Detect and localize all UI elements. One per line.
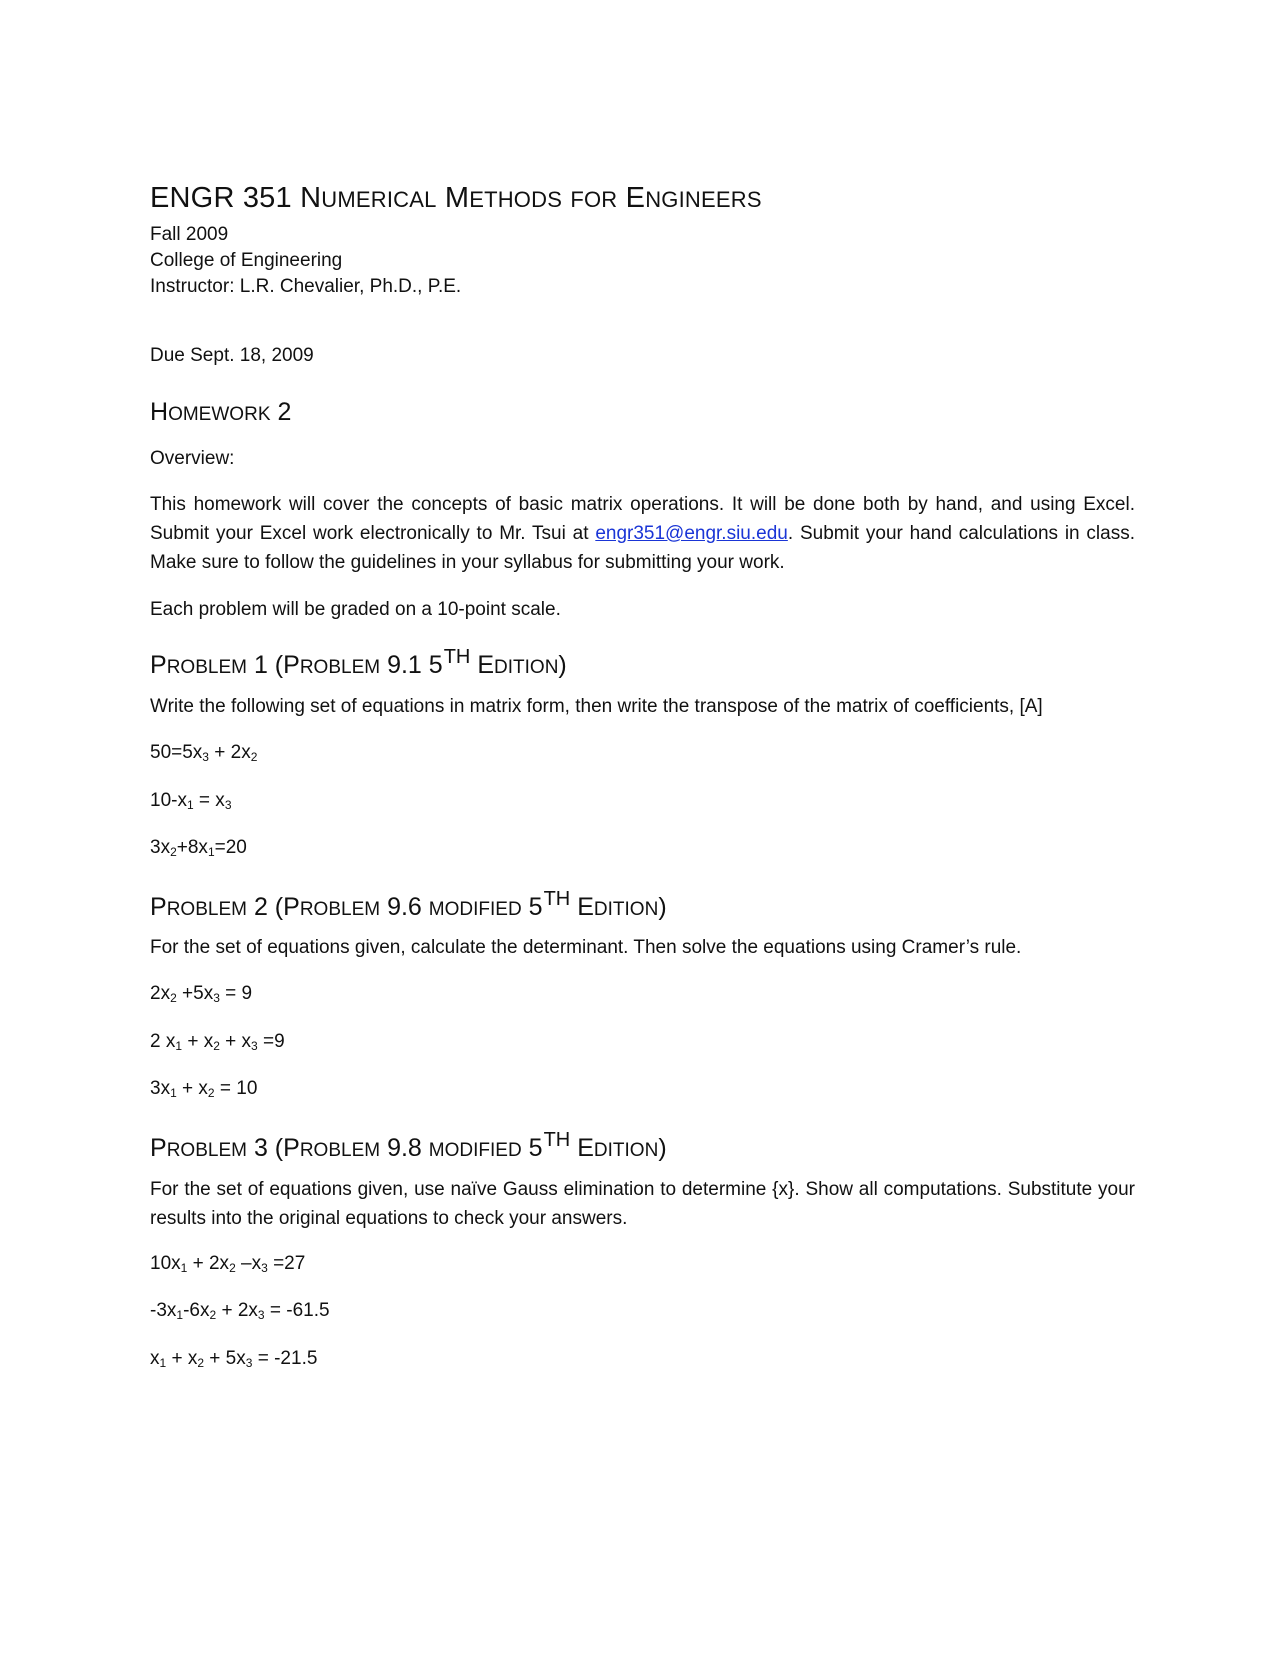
email-link[interactable]: engr351@engr.siu.edu — [595, 523, 788, 544]
problem-3-ordinal: TH — [543, 1129, 571, 1151]
problem-3-title: PROBLEM 3 (PROBLEM 9.8 MODIFIED 5 — [150, 1134, 543, 1162]
problem-1-instruction: Write the following set of equations in matrix form, then write the transpose of the matrix of coefficients, [A] — [150, 696, 1043, 717]
course-heading — [150, 182, 762, 215]
college-text: College of Engineering — [150, 250, 343, 271]
equation: $-3x_1-6x_2 + 2x_3 = -61.5$ — [150, 1300, 330, 1322]
equation: $50=5x_3 + 2x_2$ — [150, 742, 258, 764]
term-text: Fall 2009 — [150, 224, 229, 245]
overview-label: Overview: — [150, 448, 235, 469]
problem-1-title: PROBLEM 1 (PROBLEM 9.1 5 — [150, 651, 443, 679]
grading-note: Each problem will be graded on a 10-point scale. — [150, 599, 561, 620]
document-page — [150, 0, 1135, 1656]
due-date: Due Sept. 18, 2009 — [150, 345, 314, 366]
problem-1-ordinal: TH — [443, 646, 471, 668]
problem-2-instruction: For the set of equations given, calculate the determinant. Then solve the equations using Cramer’s rule. — [150, 937, 1022, 958]
course-code: ENGR 351 — [150, 182, 292, 214]
homework-title: HOMEWORK 2 — [150, 398, 292, 426]
problem-2-heading — [150, 888, 667, 922]
problem-3-heading — [150, 1129, 667, 1163]
problem-1-title-end: EDITION) — [477, 651, 567, 679]
course-title: NUMERICAL METHODS FOR ENGINEERS — [300, 182, 762, 214]
equation: 2 $x_1 + x_2 + x_3 =9$ — [150, 1031, 285, 1053]
overview-text-post: . Submit your hand calculations in class. Make sure to follow the guidelines in your syllabus for submitting your work. — [150, 523, 1135, 573]
equation: $2x_2 +5x_3 = 9$ — [150, 983, 253, 1005]
equation: $10x_1 + 2x_2$ $-x_3 =27$ — [150, 1253, 306, 1275]
problem-1-heading — [150, 646, 567, 680]
instructor-text: Instructor: L.R. Chevalier, Ph.D., P.E. — [150, 276, 462, 297]
problem-2-title-end: EDITION) — [577, 893, 667, 921]
problem-2-ordinal: TH — [543, 888, 571, 910]
equation: $3x_1 + x_2 = 10$ — [150, 1078, 258, 1100]
homework-heading — [150, 398, 291, 427]
problem-3-instruction: For the set of equations given, use naïve Gauss elimination to determine {x}. Show all computations. Substitute your results into the original equations to check your answers. — [150, 1179, 1135, 1229]
overview-text-pre: This homework will cover the concepts of basic matrix operations. It will be done both by hand, and using Excel. Submit your Excel work electronically to Mr. Tsui at — [150, 494, 1135, 544]
equation: $x_1 + x_2 + 5x_3 = -21.5$ — [150, 1348, 318, 1370]
equation: $3x_2+8x_1=20$ — [150, 837, 247, 859]
equation: $10-x_1 = x_3$ — [150, 790, 232, 812]
problem-3-title-end: EDITION) — [577, 1134, 667, 1162]
course-meta — [150, 222, 461, 300]
problem-2-title: PROBLEM 2 (PROBLEM 9.6 MODIFIED 5 — [150, 893, 543, 921]
overview-paragraph — [150, 490, 1135, 577]
